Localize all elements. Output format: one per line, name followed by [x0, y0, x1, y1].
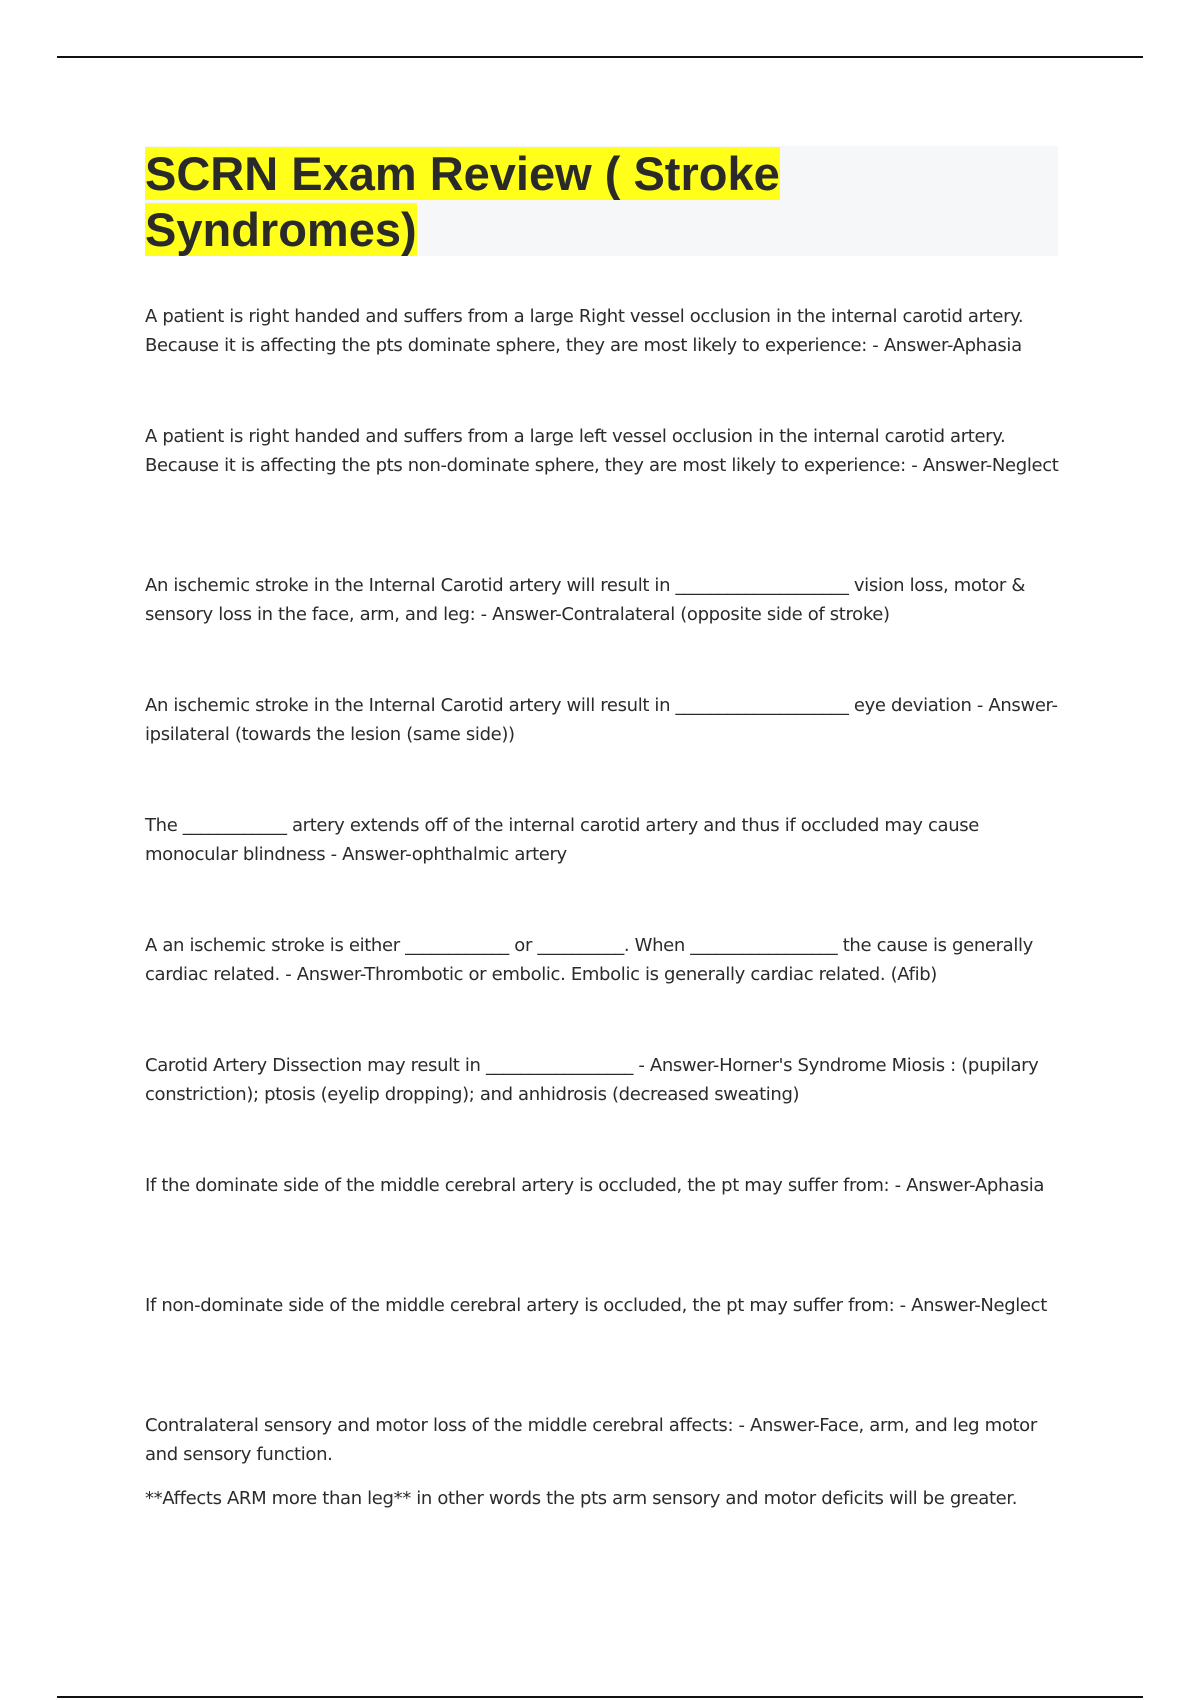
question-note: **Affects ARM more than leg** in other words the pts arm sensory and motor deficits will be greater.	[145, 1488, 1018, 1509]
question-item-10: Contralateral sensory and motor loss of the middle cerebral affects: - Answer-Face, arm, and leg motor and sensory function.	[145, 1415, 1037, 1465]
question-item-2: A patient is right handed and suffers from a large left vessel occlusion in the internal carotid artery. Because it is affecting the pts non-dominate sphere, they are most likely to experience: - Answer-Neglect	[145, 426, 1059, 476]
title-highlight: SCRN Exam Review ( Stroke Syndromes)	[145, 147, 780, 256]
question-item-1: A patient is right handed and suffers from a large Right vessel occlusion in the internal carotid artery. Because it is affecting the pts dominate sphere, they are most likely to experience: - Answer-Aphasia	[145, 306, 1024, 356]
question-item-9: If non-dominate side of the middle cerebral artery is occluded, the pt may suffer from: - Answer-Neglect	[145, 1295, 1047, 1316]
bottom-rule	[57, 1696, 1143, 1698]
question-item-3: An ischemic stroke in the Internal Carotid artery will result in ____________________ vision loss, motor & sensory loss in the face, arm, and leg: - Answer-Contralateral (opposite side of stroke)	[145, 575, 1026, 625]
question-item-8: If the dominate side of the middle cerebral artery is occluded, the pt may suffer from: - Answer-Aphasia	[145, 1175, 1045, 1196]
question-item-5: The ____________ artery extends off of the internal carotid artery and thus if occluded may cause monocular blindness - Answer-ophthalmic artery	[145, 815, 980, 865]
document-title	[145, 146, 835, 258]
question-item-4: An ischemic stroke in the Internal Carotid artery will result in ____________________ eye deviation - Answer-ipsilateral (towards the lesion (same side))	[145, 695, 1058, 745]
question-item-6: A an ischemic stroke is either ____________ or __________. When _________________ the cause is generally cardiac related. - Answer-Thrombotic or embolic. Embolic is generally cardiac related. (Afib)	[145, 935, 1033, 985]
top-rule	[57, 56, 1143, 58]
title-block	[145, 146, 1058, 256]
question-item-7: Carotid Artery Dissection may result in _________________ - Answer-Horner's Syndrome Miosis : (pupilary constriction); ptosis (eyelip dropping); and anhidrosis (decreased sweating)	[145, 1055, 1039, 1105]
